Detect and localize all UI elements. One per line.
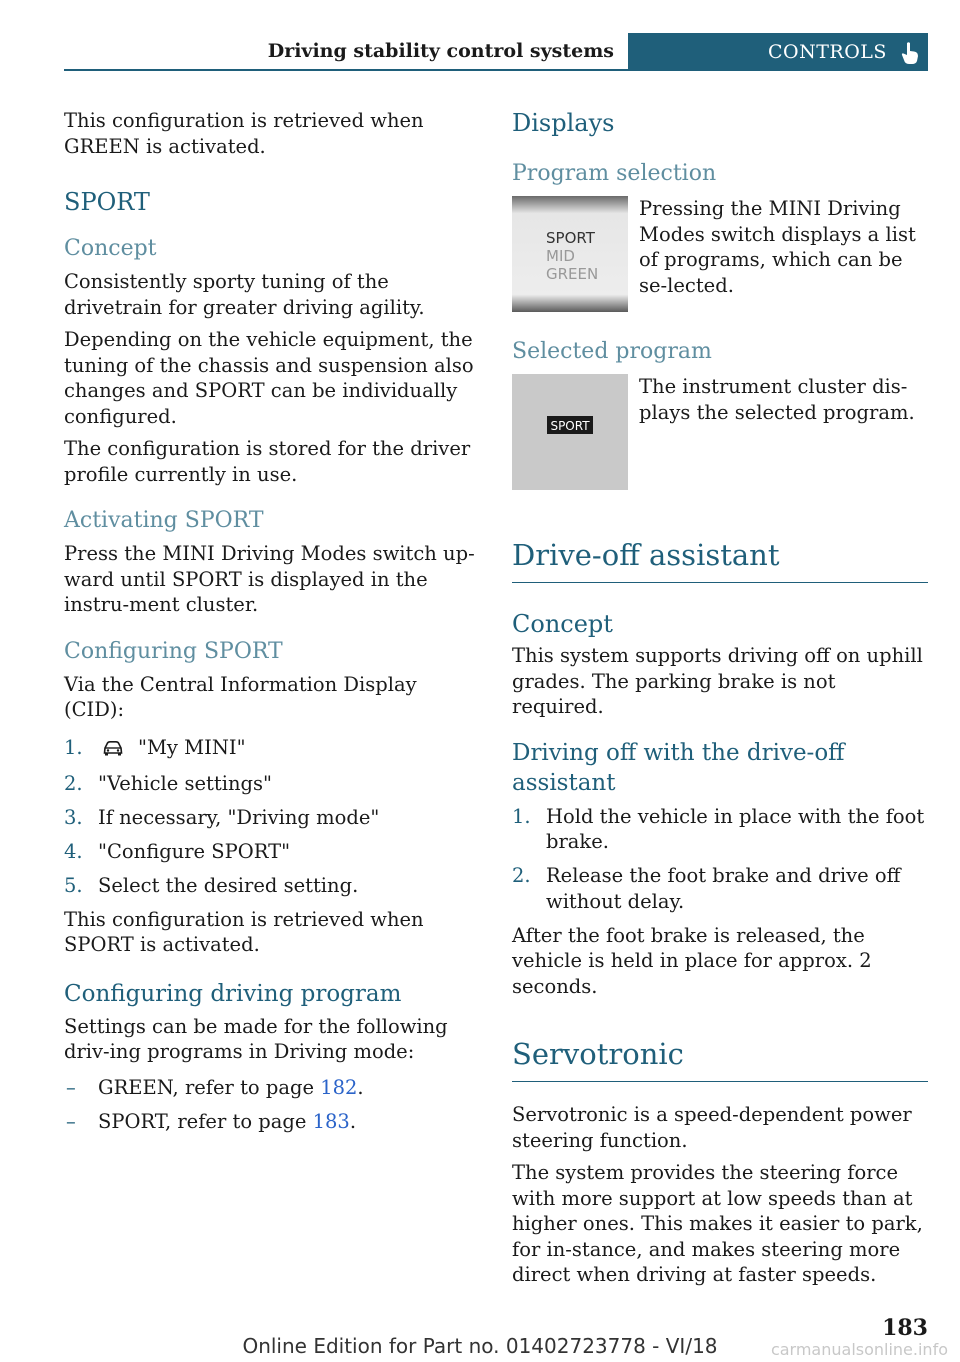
selected-program-heading: Selected program [512, 339, 712, 364]
program-list-display-image [512, 196, 628, 312]
page-link-183[interactable]: 183 [312, 1109, 350, 1133]
list-item: 2. Release the foot brake and drive off without delay. [512, 864, 901, 913]
drive-off-assistant-heading: Drive-off assistant [512, 538, 928, 583]
selected-badge: SPORT [550, 419, 590, 433]
list-item: 1. Hold the vehicle in place with the foot brake. [512, 804, 925, 853]
pointing-hand-icon [900, 40, 920, 78]
list-item: 3. If necessary, "Driving mode" [64, 805, 380, 829]
displays-heading: Displays [512, 109, 615, 137]
section-label: CONTROLS [768, 41, 887, 63]
program-paragraph: Settings can be made for the following driv-ing programs in Driving mode: [64, 1014, 448, 1063]
page-link-182[interactable]: 182 [320, 1075, 358, 1099]
activating-sport-heading: Activating SPORT [64, 508, 264, 533]
car-icon [102, 737, 124, 763]
concept-heading: Concept [64, 236, 157, 261]
drive-off-concept-paragraph: This system supports driving off on uphill grades. The parking brake is not required. [512, 644, 923, 718]
program-selection-figure [512, 196, 928, 312]
intro-paragraph: This configuration is retrieved when GREEN is activated. [64, 109, 424, 158]
section-tab [628, 33, 928, 71]
list-item: – SPORT, refer to page 183. [66, 1109, 357, 1133]
configure-steps-list [64, 735, 480, 899]
configuring-driving-program-heading: Configuring driving program [64, 980, 402, 1007]
configuring-sport-heading: Configuring SPORT [64, 638, 283, 664]
watermark: carmanualsonline.info [770, 1340, 948, 1359]
driving-off-paragraph: After the foot brake is released, the vehicle is held in place for approx. 2 seconds. [512, 923, 872, 998]
selected-program-text: The instrument cluster dis-plays the selected program. [639, 375, 915, 424]
list-item: – GREEN, refer to page 182. [66, 1075, 364, 1099]
display-option-green: GREEN [546, 265, 599, 283]
driving-off-heading: Driving off with the drive-off assistant [512, 739, 845, 796]
concept-paragraph-2: Depending on the vehicle equipment, the tuning of the chassis and suspension also changes and SPORT can be individually configured. [64, 328, 474, 428]
selected-program-figure [512, 374, 928, 490]
sport-heading: SPORT [64, 188, 150, 216]
concept-paragraph-1: Consistently sporty tuning of the drivetrain for greater driving agility. [64, 270, 425, 319]
drive-off-concept-heading: Concept [512, 610, 613, 638]
list-item: 5. Select the desired setting. [64, 873, 359, 897]
page-number: 183 [882, 1315, 928, 1341]
driving-programs-list [64, 1075, 480, 1135]
edition-footer: Online Edition for Part no. 01402723778 - VI/18 [242, 1334, 718, 1358]
concept-paragraph-3: The configuration is stored for the driver profile currently in use. [64, 437, 471, 486]
servotronic-paragraph-2: The system provides the steering force with more support at low speeds than at higher ones. This makes it easier to park, for in-stance, and makes steering more direct when driving at faster speeds. [512, 1161, 923, 1286]
driving-off-steps-list [512, 804, 928, 915]
list-item: 2. "Vehicle settings" [64, 771, 272, 795]
right-column [512, 108, 928, 1295]
display-option-sport: SPORT [546, 229, 595, 247]
servotronic-paragraph-1: Servotronic is a speed-dependent power steering function. [512, 1103, 912, 1152]
selected-program-display-image [512, 374, 628, 490]
display-option-mid: MID [546, 247, 575, 265]
list-item: 1. "My MINI" [64, 735, 480, 763]
servotronic-heading: Servotronic [512, 1037, 928, 1082]
program-selection-heading: Program selection [512, 161, 717, 186]
configuring-paragraph: Via the Central Information Display (CID): [64, 672, 417, 721]
left-column [64, 108, 480, 1143]
program-selection-text: Pressing the MINI Driving Modes switch displays a list of programs, which can be se-lected. [639, 197, 916, 297]
list-item: 4. "Configure SPORT" [64, 839, 291, 863]
retrieved-paragraph: This configuration is retrieved when SPORT is activated. [64, 907, 424, 956]
activating-paragraph: Press the MINI Driving Modes switch up-ward until SPORT is displayed in the instru-ment cluster. [64, 542, 475, 616]
chapter-title: Driving stability control systems [64, 33, 628, 71]
page-header [64, 33, 928, 71]
